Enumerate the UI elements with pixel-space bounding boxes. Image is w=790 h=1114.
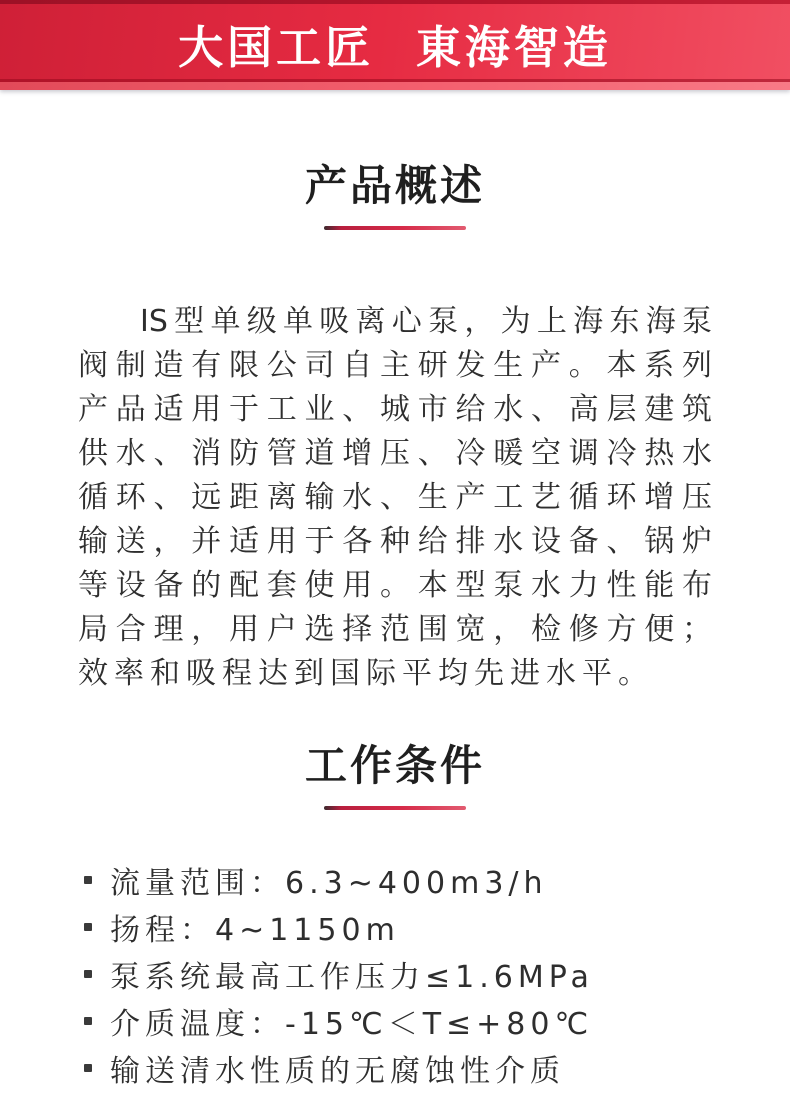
list-item [84, 1044, 750, 1091]
banner-slogan: 大国工匠 東海智造 [178, 21, 612, 74]
paragraph-line: 局合理，用户选择范围宽，检修方便； [78, 612, 712, 647]
list-item [84, 856, 750, 903]
list-item [84, 950, 750, 997]
list-item-text: 泵系统最高工作压力≤1.6MPa [110, 959, 594, 995]
paragraph-line: 产品适用于工业、城市给水、高层建筑 [78, 392, 712, 427]
title-underline [324, 806, 466, 810]
list-item [84, 997, 750, 1044]
section-working-conditions [0, 740, 790, 1091]
paragraph-line: 循环、远距离输水、生产工艺循环增压 [78, 480, 712, 515]
section-title-conditions: 工作条件 [304, 741, 485, 790]
bullet-dot-icon [84, 1064, 92, 1072]
bullet-dot-icon [84, 970, 92, 978]
brand-banner [0, 0, 790, 90]
paragraph-line: 效率和吸程达到国际平均先进水平。 [78, 656, 654, 691]
list-item-text: 扬程：4~1150m [110, 912, 400, 948]
conditions-list [84, 856, 750, 1091]
list-item [84, 903, 750, 950]
paragraph-line: 供水、消防管道增压、冷暖空调冷热水 [78, 436, 712, 471]
paragraph-line: IS型单级单吸离心泵，为上海东海泵 [140, 304, 712, 339]
title-underline [324, 226, 466, 230]
paragraph-line: 阀制造有限公司自主研发生产。本系列 [78, 348, 712, 383]
bullet-dot-icon [84, 1017, 92, 1025]
paragraph-line: 等设备的配套使用。本型泵水力性能布 [78, 568, 712, 603]
section-title-overview: 产品概述 [304, 161, 485, 210]
overview-paragraph [78, 300, 712, 696]
list-item-text: 输送清水性质的无腐蚀性介质 [110, 1053, 565, 1089]
bullet-dot-icon [84, 876, 92, 884]
bullet-dot-icon [84, 923, 92, 931]
section-product-overview [0, 160, 790, 696]
list-item-text: 流量范围：6.3~400m3/h [110, 865, 548, 901]
list-item-text: 介质温度：-15℃＜T≤+80℃ [110, 1006, 594, 1042]
paragraph-line: 输送，并适用于各种给排水设备、锅炉 [78, 524, 712, 559]
